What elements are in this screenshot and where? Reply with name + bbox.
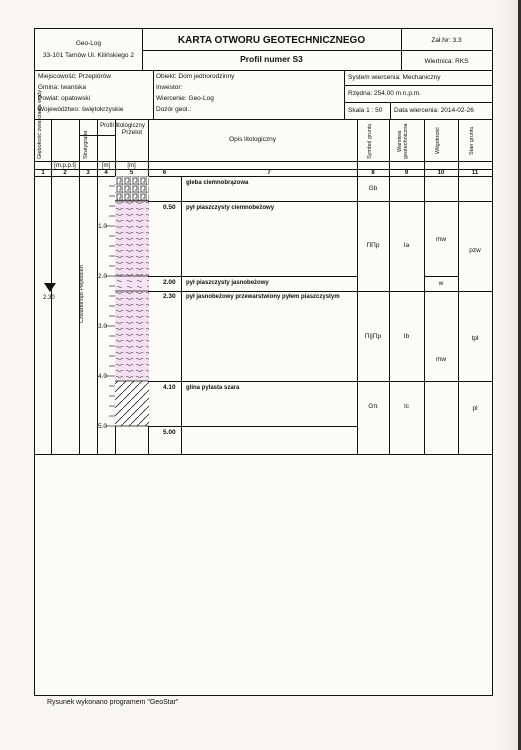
layer-description-2: pył piaszczysty ciemnobeżowy [186, 205, 275, 211]
header-geotech-layer: Warstwa geotechniczna [397, 123, 409, 159]
geological-supervision: Dozór geol.: [156, 106, 192, 113]
footer-note: Rysunek wykonano programem "GeoStar" [47, 699, 179, 706]
layer-top-3: 2.00 [163, 279, 176, 286]
borehole-card [34, 28, 493, 696]
layer-top-4: 2.30 [163, 293, 176, 300]
header-soil-state: Stan gruntu [469, 126, 475, 156]
drill-date: Data wiercenia: 2014-02-26 [394, 107, 474, 114]
company-name: Geo-Log [75, 40, 102, 47]
investor: Inwestor: [156, 84, 183, 91]
soil-symbol-1: Gb [368, 185, 378, 192]
soil-state-1: pzw [469, 247, 481, 254]
moisture-2: w [438, 280, 444, 287]
layer-line-1 [148, 201, 492, 202]
drill-system: System wiercenia: Mechaniczny [348, 74, 441, 81]
depth-label-2: 2.0 [98, 273, 108, 280]
layer-description-3: pył piaszczysty jasnobeżowy [186, 280, 269, 286]
col-number-6: 6 [162, 170, 167, 176]
col-number-7: 7 [267, 170, 271, 176]
soil-symbol-3: Π||Πp [364, 333, 382, 340]
soil-state-2: tpl [471, 335, 479, 342]
litho-profile-graphic [115, 176, 149, 431]
layer-line-2 [148, 276, 357, 277]
col-number-4: 4 [104, 170, 108, 176]
soil-state-3: pl [472, 405, 478, 412]
col-number-10: 10 [437, 170, 445, 176]
unit-mppt: [m.p.p.t] [54, 163, 76, 169]
profile-number: Profil numer S3 [240, 54, 303, 64]
info-line-1 [344, 85, 492, 86]
header-litho-profile: Profil litologiczny [100, 123, 145, 129]
drill-rig: Wiertnica: RKS [424, 58, 469, 65]
header-interval: Przelot [121, 129, 143, 136]
bottom-depth: 5.00 [163, 429, 176, 436]
info-divider-1 [153, 70, 154, 119]
body-bottom-line [35, 454, 492, 455]
district: Powiat: opatowski [38, 95, 91, 102]
ordinate: Rzędna: 254.00 m n.p.m. [348, 90, 421, 97]
geotech-layer-1: Ia [403, 242, 410, 249]
water-col-line [51, 176, 52, 454]
depth-label-1: 1.0 [98, 223, 108, 230]
page-shadow [496, 0, 518, 750]
header-soil-symbol: Symbol gruntu [367, 123, 373, 159]
header-moisture: Wilgotność [435, 127, 441, 155]
layer-line-4 [148, 381, 492, 382]
water-table-triangle-icon [43, 283, 57, 293]
header-stratigraphy: Stratygrafia [83, 130, 89, 159]
voivodeship: Województwo: świętokrzyskie [38, 106, 124, 113]
info-scale-divider [390, 102, 391, 119]
header-bottom-line [35, 70, 492, 71]
layer-description-1: gleba ciemnobrązowa [186, 180, 249, 186]
col-number-11: 11 [471, 170, 479, 176]
header-title-divider [142, 50, 401, 51]
col-number-9: 9 [404, 170, 409, 176]
moisture-1: mw [435, 236, 447, 243]
col-number-5: 5 [129, 170, 134, 176]
header-right-divider [401, 50, 492, 51]
unit-interval-m: [m] [127, 163, 136, 169]
col-number-8: 8 [371, 170, 375, 176]
card-title: KARTA OTWORU GEOTECHNICZNEGO [177, 35, 366, 46]
info-divider-2 [344, 70, 345, 119]
moisture-3: mw [435, 356, 447, 363]
water-table-depth: 2.30 [43, 295, 55, 301]
unit-depth-m: [m] [101, 163, 111, 169]
layer-top-2: 0.50 [163, 204, 176, 211]
col-number-1: 1 [41, 170, 45, 176]
header-description: Opis litologiczny [229, 136, 276, 143]
depth-label-4: 4.0 [98, 373, 108, 380]
scale: Skala 1 : 50 [348, 107, 383, 114]
depth-label-3: 3.0 [98, 323, 108, 330]
layer-description-4: pył jasnobeżowy przewarstwiony pyłem piaszczystym [186, 294, 340, 300]
layer-top-5: 4.10 [163, 384, 176, 391]
geotech-layer-3: Ic [403, 403, 410, 410]
layer-description-5: glina pylasta szara [186, 385, 240, 391]
layer-line-5 [148, 426, 357, 427]
geotech-layer-2: Ib [403, 333, 410, 340]
interval-divider [181, 176, 182, 454]
commune: Gmina: Iwaniska [38, 84, 87, 91]
moisture-line-1 [424, 276, 458, 277]
locality: Miejscowość: Przepiórów [38, 73, 111, 80]
depth-label-5: 5.0 [98, 423, 108, 430]
info-line-2 [344, 102, 492, 103]
col-number-2: 2 [63, 170, 67, 176]
soil-symbol-2: ΠΠp [366, 242, 380, 249]
company-address: 33-101 Tarnów Ul. Kilińskiego 2 [43, 52, 134, 59]
header-groundwater: Głębokość zwierciadła wody [37, 89, 43, 159]
attachment-number: Zał.Nr: 3.3 [431, 37, 462, 44]
drilling-company: Wiercenie: Geo-Log [156, 95, 214, 102]
depth-scale-ticks [97, 176, 115, 431]
soil-symbol-4: Gπ [368, 403, 378, 410]
col-number-3: 3 [86, 170, 90, 176]
object: Obiekt: Dom jednorodzinny [156, 73, 235, 80]
stratigraphy-label: Czwartorzęd Plejstocen [79, 265, 85, 323]
layer-line-3 [148, 291, 492, 292]
